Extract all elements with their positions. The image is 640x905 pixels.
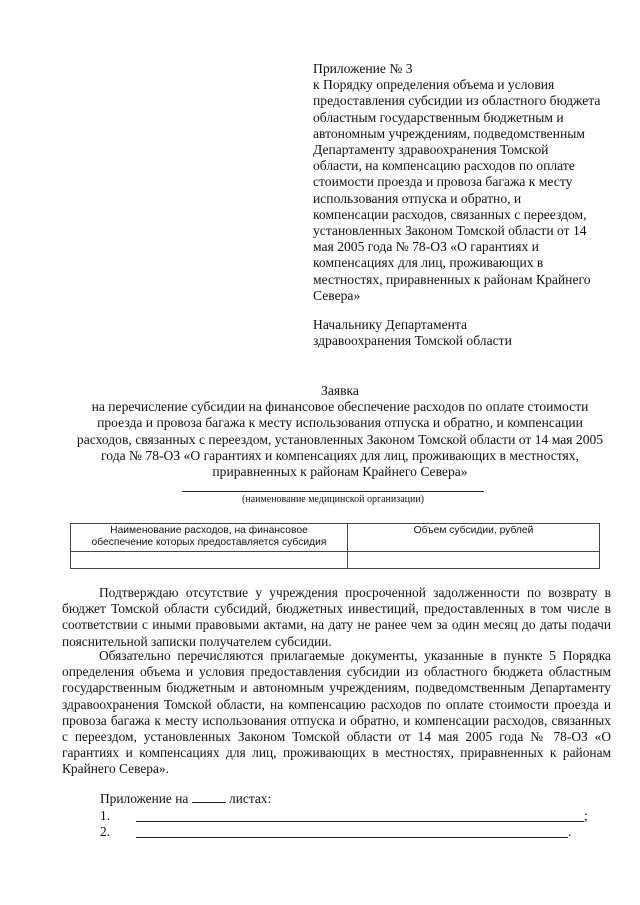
sheet-count-field[interactable] bbox=[192, 791, 226, 803]
attachment-item-end: ; bbox=[584, 808, 588, 823]
table-header-line: Наименование расходов, на финансовое bbox=[110, 525, 308, 536]
appendix-line: областным государственным бюджетным и bbox=[313, 109, 564, 125]
request-subtitle-line: расходов, связанных с переездом, установленных Законом Томской области от 14 мая 2005 bbox=[76, 431, 604, 447]
appendix-line: установленных Законом Томской области от 14 bbox=[313, 223, 587, 239]
attachment-item-number: 2. bbox=[100, 824, 111, 839]
appendix-line: к Порядку определения объема и условия bbox=[313, 77, 555, 93]
appendix-line: компенсациях для лиц, проживающих в bbox=[313, 255, 544, 271]
appendix-header bbox=[313, 61, 613, 304]
request-title-block bbox=[60, 383, 620, 480]
organization-name-field[interactable] bbox=[182, 491, 484, 492]
table-header-line: обеспечение которых предоставляется субсидия bbox=[91, 537, 327, 549]
attachment-item-field[interactable] bbox=[136, 820, 584, 822]
attachment-item-field[interactable] bbox=[136, 836, 568, 838]
addressee-line: здравоохранения Томской области bbox=[313, 333, 512, 349]
appendix-line: Департаменту здравоохранения Томской bbox=[313, 142, 549, 158]
request-subtitle-line: на перечисление субсидии на финансовое обеспечение расходов по оплате стоимости bbox=[91, 399, 589, 415]
appendix-line: автономным учреждениям, подведомственным bbox=[313, 125, 585, 141]
documents-paragraph: Обязательно перечисляются прилагаемые документы, указанные в пункте 5 Порядка определения объема и условия предоставления субсидии из областного бюджета областным государственным бюджетным и автономным учреждениям, подведомственным Департаменту здравоохранения Томской области, на компенсацию расходов по оплате стоимости проезда и провоза багажа к месту использования отпуска и обратно, и компенсации расходов, связанных с переездом, установленных Законом Томской области от 14 мая 2005 года № 78-ОЗ «О гарантиях и компенсациях для лиц, проживающих в местностях, приравненных к районам Крайнего Севера». bbox=[62, 648, 611, 777]
attachment-item-number: 1. bbox=[100, 808, 111, 823]
attachment-prefix: Приложение на bbox=[100, 791, 189, 806]
request-subtitle-line: проезда и провоза багажа к месту использования отпуска и обратно, и компенсации bbox=[97, 415, 583, 431]
table-cell-expense[interactable] bbox=[71, 551, 348, 568]
appendix-line: компенсации расходов, связанных с переездом, bbox=[313, 206, 587, 222]
appendix-line: предоставления субсидии из областного бюджета bbox=[313, 93, 601, 109]
attachment-line bbox=[100, 791, 271, 807]
appendix-line: стоимости проезда и провоза багажа к месту bbox=[313, 174, 573, 190]
table-row bbox=[71, 551, 600, 568]
appendix-line: использования отпуска и обратно, и bbox=[313, 190, 522, 206]
table-header-expense-name bbox=[71, 524, 348, 552]
confirmation-paragraph: Подтверждаю отсутствие у учреждения просроченной задолженности по возврату в бюджет Томской области субсидий, бюджетных инвестиций, предоставленных в том числе в соответствии с иными правовыми актами, на дату не ранее чем за один месяц до даты подачи пояснительной записки получателем субсидии. bbox=[62, 585, 611, 649]
appendix-line: Севера» bbox=[313, 287, 361, 303]
appendix-line: области, на компенсацию расходов по оплате bbox=[313, 158, 575, 174]
appendix-line: местностях, приравненных к районам Крайнего bbox=[313, 271, 591, 287]
attachment-item-end: . bbox=[568, 824, 572, 839]
table-header-row bbox=[71, 524, 600, 552]
expense-table bbox=[70, 523, 600, 569]
table-cell-amount[interactable] bbox=[348, 551, 600, 568]
addressee-line: Начальнику Департамента bbox=[313, 317, 468, 332]
table-header-subsidy-amount: Объем субсидии, рублей bbox=[348, 524, 600, 552]
request-subtitle-line: года № 78-ОЗ «О гарантиях и компенсациях для лиц, проживающих в местностях, bbox=[101, 447, 579, 463]
appendix-heading: Приложение № 3 bbox=[313, 61, 413, 76]
organization-caption: (наименование медицинской организации) bbox=[241, 494, 425, 505]
addressee-block bbox=[313, 317, 613, 349]
request-subtitle-line: приравненных к районам Крайнего Севера» bbox=[212, 464, 468, 480]
request-title: Заявка bbox=[321, 383, 359, 398]
appendix-line: мая 2005 года № 78-ОЗ «О гарантиях и bbox=[313, 239, 539, 255]
attachment-suffix: листах: bbox=[229, 791, 272, 806]
